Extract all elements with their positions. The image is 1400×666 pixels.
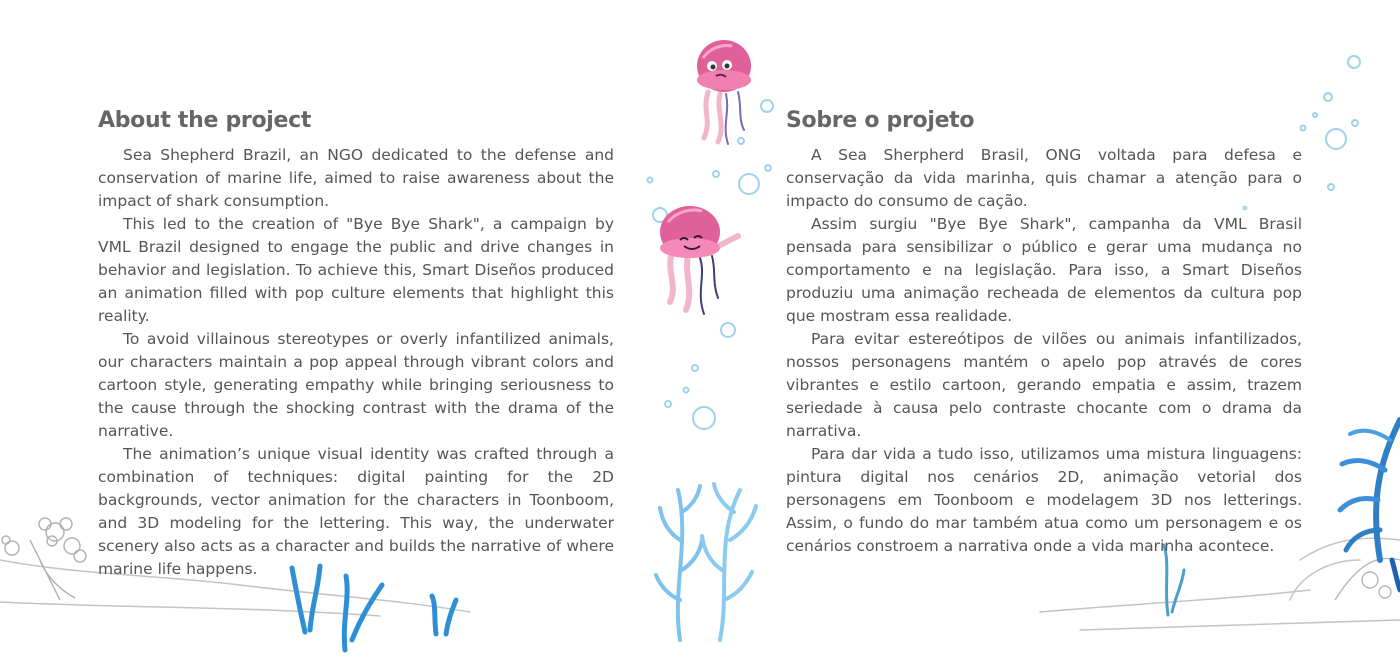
coral-illustration [2,518,86,600]
paragraph: The animation’s unique visual identity was crafted through a combination of techniques: digital painting for the 2D backgrounds, vector animation for the characters in Toonboom, and 3D modeling for the lettering. This way, the underwater scenery also acts as a character and builds the narrative of where marine life happens. [98,445,614,578]
seaweed-illustration [1340,420,1400,590]
section-title: Sobre o projeto [786,108,975,133]
paragraph: This led to the creation of "Bye Bye Shark", a campaign by VML Brazil designed to engage the public and drive changes in behavior and legislation. To achieve this, Smart Diseños produced an animation filled with pop culture elements that highlight this reality. [98,215,614,325]
jellyfish-illustration [660,206,738,314]
paragraph: Assim surgiu "Bye Bye Shark", campanha da VML Brasil pensada para sensibilizar o público e gerar uma mudança no comportamento e na legislação. Para isso, a Smart Diseños produziu uma animação recheada de elementos da cultura pop que mostram essa realidade. [786,215,1302,325]
jellyfish-illustration [697,40,751,144]
paragraph: Sea Shepherd Brazil, an NGO dedicated to the defense and conservation of marine life, aimed to raise awareness about the impact of shark consumption. [98,146,614,210]
paragraph: To avoid villainous stereotypes or overly infantilized animals, our characters maintain a pop appeal through vibrant colors and cartoon style, generating empathy while bringing seriousness to the cause through the shocking contrast with the drama of the narrative. [98,330,614,440]
seaweed-illustration [656,484,756,640]
paragraph: A Sea Sherpherd Brasil, ONG voltada para defesa e conservação da vida marinha, quis chamar a atenção para o impacto do consumo de cação. [786,146,1302,210]
section-title: About the project [98,108,312,133]
paragraph: Para dar vida a tudo isso, utilizamos uma mistura linguagens: pintura digital nos cenários 2D, animação vetorial dos personagens em Toonboom e modelagem 3D nos letterings. Assim, o fundo do mar também atua como um personagem e os cenários constroem a narrativa onde a vida marinha acontece. [786,445,1302,555]
paragraph: Para evitar estereótipos de vilões ou animais infantilizados, nossos personagens mantém o apelo pop através de cores vibrantes e estilo cartoon, gerando empatia e assim, trazem seriedade à causa pelo contraste chocante com o drama da narrativa. [786,330,1302,440]
portuguese-section [786,108,1302,558]
english-section [98,108,614,581]
rock-illustration [1335,558,1400,600]
